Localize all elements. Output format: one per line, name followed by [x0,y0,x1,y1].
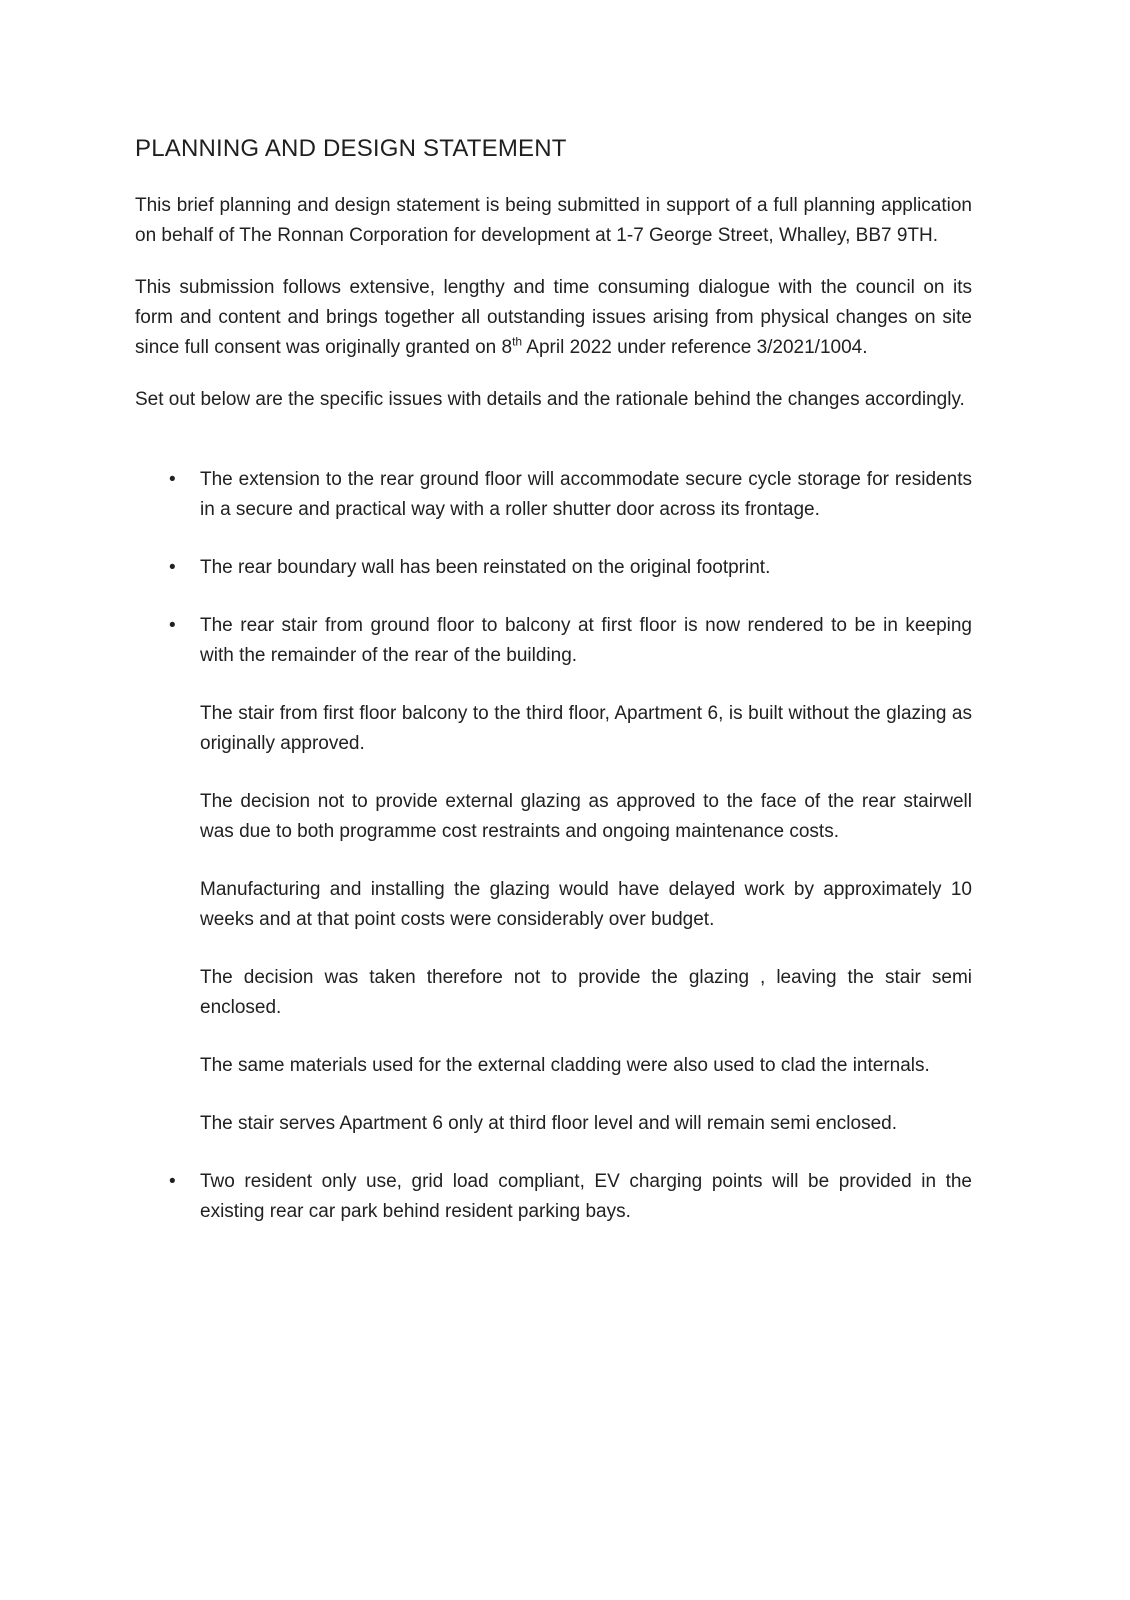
list-item [135,465,972,525]
bullet-icon: • [169,557,176,578]
intro-paragraph-3: Set out below are the specific issues with details and the rationale behind the changes accordingly. [135,389,965,410]
intro-paragraph-1: This brief planning and design statement is being submitted in support of a full planning application on behalf of The Ronnan Corporation for development at 1-7 George Street, Whalley, BB7 9TH. [135,195,972,246]
paragraph-2-text-start: This submission follows extensive, lengthy and time consuming dialogue with the council on its form and content and brings together all outstanding issues arising from physical changes on site since full consent was originally granted on 8 [135,277,972,358]
sub-paragraph: The stair from first floor balcony to the third floor, Apartment 6, is built without the glazing as originally approved. [200,703,972,754]
list-item [135,611,972,1139]
list-item-body [200,1167,972,1227]
list-item [135,1167,972,1227]
list-item-text: The extension to the rear ground floor will accommodate secure cycle storage for residents in a secure and practical way with a roller shutter door across its frontage. [200,469,972,520]
list-item [135,553,972,583]
page-title: PLANNING AND DESIGN STATEMENT [135,135,567,162]
list-item-text: Two resident only use, grid load compliant, EV charging points will be provided in the existing rear car park behind resident parking bays. [200,1171,972,1222]
sub-paragraph: The decision not to provide external glazing as approved to the face of the rear stairwell was due to both programme cost restraints and ongoing maintenance costs. [200,791,972,842]
sub-paragraph: Manufacturing and installing the glazing would have delayed work by approximately 10 weeks and at that point costs were considerably over budget. [200,879,972,930]
bullet-icon: • [169,469,176,490]
bullet-icon: • [169,615,176,636]
sub-paragraph: The stair serves Apartment 6 only at third floor level and will remain semi enclosed. [200,1113,897,1134]
bullet-list [135,465,972,1227]
sub-paragraph: The decision was taken therefore not to provide the glazing , leaving the stair semi enclosed. [200,967,972,1018]
ordinal-superscript: th [512,334,523,349]
bullet-icon: • [169,1171,176,1192]
list-item-body [200,553,972,583]
list-item-text: The rear stair from ground floor to balcony at first floor is now rendered to be in keeping with the remainder of the rear of the building. [200,615,972,666]
list-item-text: The rear boundary wall has been reinstated on the original footprint. [200,557,771,578]
intro-paragraph-2 [135,273,972,363]
sub-paragraph: The same materials used for the external cladding were also used to clad the internals. [200,1055,930,1076]
paragraph-2-text-end: April 2022 under reference 3/2021/1004. [522,337,868,358]
list-item-body [200,465,972,525]
list-item-body [200,611,972,1139]
